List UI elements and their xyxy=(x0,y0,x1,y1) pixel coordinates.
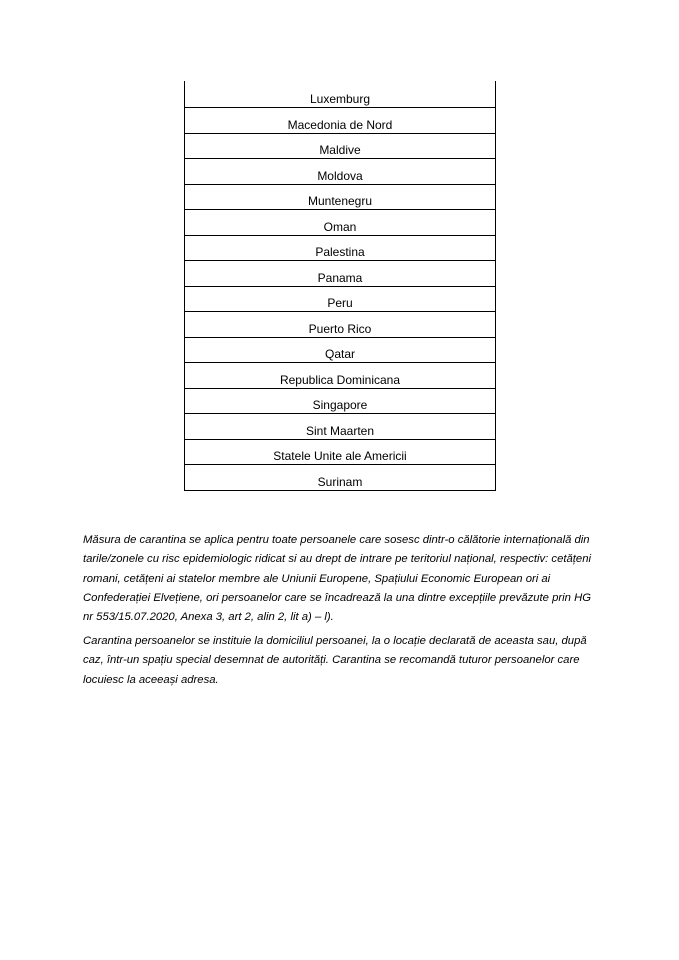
quarantine-location-paragraph: Carantina persoanelor se instituie la domiciliul persoanei, la o locație declarată de aceasta sau, după caz, într-un spațiu special desemnat de autorități. Carantina se recomandă tuturor persoanelor care locuiesc la aceeași adresa. xyxy=(83,635,587,686)
table-row xyxy=(185,210,495,236)
table-row xyxy=(185,389,495,415)
country-table xyxy=(184,81,496,491)
country-name: Sint Maarten xyxy=(305,423,375,438)
table-row xyxy=(185,134,495,160)
country-name: Statele Unite ale Americii xyxy=(273,449,407,463)
quarantine-measure-paragraph: Măsura de carantina se aplica pentru toate persoanele care sosesc dintr-o călătorie internațională din tarile/zonele cu risc epidemiologic ridicat si au drept de intrare pe teritoriul național, respectiv: cetățeni romani, cetățeni ai statelor membre ale Uniunii Europene, Spațiului Economic European ori ai Confederației Elvețiene, ori persoanelor care se încadrează la una dintre excepțiile prevăzute prin HG nr 553/15.07.2020, Anexa 3, art 2, alin 2, lit a) – l). xyxy=(83,534,592,624)
country-name: Macedonia de Nord xyxy=(287,117,393,132)
country-name: Luxemburg xyxy=(309,92,371,106)
table-row xyxy=(185,287,495,313)
country-name: Maldive xyxy=(319,143,361,157)
country-name: Moldova xyxy=(317,168,363,183)
country-name: Qatar xyxy=(324,347,355,361)
country-name: Puerto Rico xyxy=(308,321,372,336)
table-row xyxy=(185,261,495,287)
table-row xyxy=(185,338,495,364)
country-name: Panama xyxy=(317,270,363,285)
country-name: Oman xyxy=(323,219,357,234)
country-name: Peru xyxy=(327,296,353,310)
country-name: Palestina xyxy=(315,245,365,259)
table-row xyxy=(185,363,495,389)
table-row xyxy=(185,465,495,491)
table-row xyxy=(185,236,495,262)
table-row xyxy=(185,81,495,108)
country-name: Surinam xyxy=(317,474,363,489)
country-name: Muntenegru xyxy=(307,194,373,208)
table-row xyxy=(185,159,495,185)
table-row xyxy=(185,185,495,211)
table-row xyxy=(185,414,495,440)
table-row xyxy=(185,440,495,466)
table-row xyxy=(185,108,495,134)
table-row xyxy=(185,312,495,338)
country-name: Republica Dominicana xyxy=(279,372,401,387)
country-name: Singapore xyxy=(312,398,368,412)
